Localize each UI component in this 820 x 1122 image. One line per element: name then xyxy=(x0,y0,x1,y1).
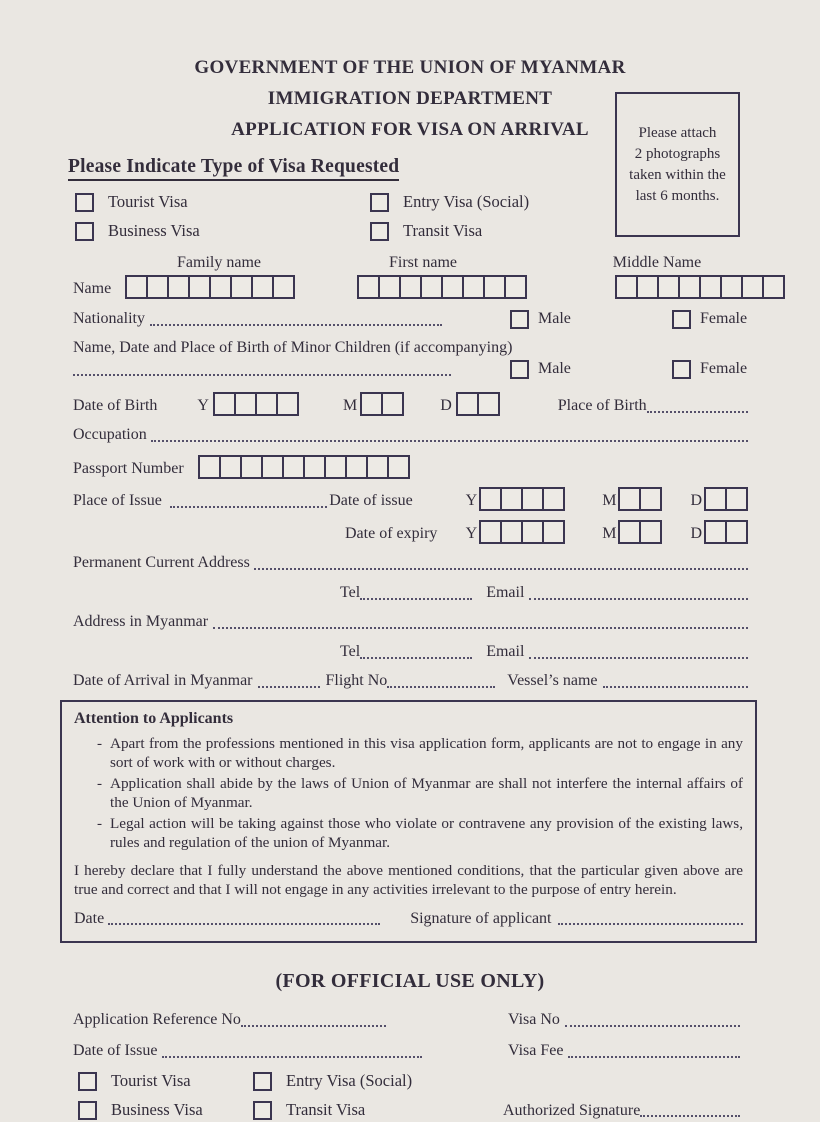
date-of-expiry-label: Date of expiry xyxy=(345,525,438,542)
comb-cell xyxy=(240,455,263,479)
dob-day-label: D xyxy=(440,397,452,414)
email-label: Email xyxy=(486,643,525,660)
official-business-option xyxy=(78,1100,253,1120)
comb-cell xyxy=(276,392,299,416)
nationality-female-checkbox[interactable] xyxy=(672,310,691,329)
declaration-text: I hereby declare that I fully understand the above mentioned conditions, that the particular given above are true and correct and that I will not engage in any activities irrelevant to the purpose of entry herein. xyxy=(74,862,743,898)
comb-cell xyxy=(345,455,368,479)
comb-cell xyxy=(678,275,701,299)
expiry-year-label: Y xyxy=(465,525,478,542)
comb-cell xyxy=(378,275,401,299)
flight-no-label: Flight No xyxy=(325,672,388,689)
visa-no-label: Visa No xyxy=(508,1011,560,1028)
flight-no-fill-line[interactable] xyxy=(387,686,495,688)
comb-cell xyxy=(272,275,295,299)
comb-cell xyxy=(462,275,485,299)
date-of-expiry-row xyxy=(0,520,820,544)
expiry-year-comb[interactable] xyxy=(479,520,565,544)
email-label: Email xyxy=(486,584,525,601)
dob-day-comb[interactable] xyxy=(456,392,500,416)
comb-cell xyxy=(479,520,502,544)
visa-no-group xyxy=(508,1010,740,1030)
permanent-address-row xyxy=(0,553,820,573)
nationality-row xyxy=(0,309,820,329)
issue-month-label: M xyxy=(602,492,617,509)
dob-month-label: M xyxy=(342,397,358,414)
name-column-headers xyxy=(0,254,820,273)
comb-cell xyxy=(251,275,274,299)
comb-cell xyxy=(441,275,464,299)
comb-cell xyxy=(521,520,544,544)
official-date-of-issue-fill-line[interactable] xyxy=(162,1056,422,1058)
comb-cell xyxy=(483,275,506,299)
comb-cell xyxy=(704,487,727,511)
applicant-signature-label: Signature of applicant xyxy=(410,910,552,927)
official-options-row-1 xyxy=(78,1071,503,1091)
comb-cell xyxy=(146,275,169,299)
comb-cell xyxy=(542,487,565,511)
comb-cell xyxy=(741,275,764,299)
declaration-date-fill-line[interactable] xyxy=(108,923,380,925)
nationality-female-option xyxy=(672,309,747,329)
occupation-label: Occupation xyxy=(73,426,147,443)
comb-cell xyxy=(360,392,383,416)
comb-cell xyxy=(387,455,410,479)
minor-children-label: Name, Date and Place of Birth of Minor Children (if accompanying) xyxy=(73,339,513,356)
comb-cell xyxy=(699,275,722,299)
visa-type-option-tourist xyxy=(75,192,370,212)
comb-cell xyxy=(636,275,659,299)
official-business-visa-label: Business Visa xyxy=(111,1100,203,1119)
form-title-department: IMMIGRATION DEPARTMENT xyxy=(267,88,553,109)
permanent-email-fill-line[interactable] xyxy=(529,598,748,600)
attention-bullet-1-text: Apart from the professions mentioned in this visa application form, applicants are not to engage in any sort of work with or without charges. xyxy=(110,735,743,771)
photo-box-text-line: 2 photographs xyxy=(634,146,721,162)
minor-female-option xyxy=(672,359,747,379)
bullet-dash: - xyxy=(97,815,103,832)
nationality-female-label: Female xyxy=(700,310,748,327)
issue-day-comb[interactable] xyxy=(704,487,748,511)
transit-visa-checkbox[interactable] xyxy=(370,222,389,241)
official-date-of-issue-group xyxy=(73,1041,508,1061)
comb-cell xyxy=(381,392,404,416)
dob-month-comb[interactable] xyxy=(360,392,404,416)
visa-type-option-business xyxy=(75,221,370,241)
name-label: Name xyxy=(73,280,112,297)
form-title-government: GOVERNMENT OF THE UNION OF MYANMAR xyxy=(194,57,626,78)
comb-cell xyxy=(618,520,641,544)
attention-bullet-3 xyxy=(74,814,743,852)
family-name-comb[interactable] xyxy=(125,275,295,299)
comb-cell xyxy=(399,275,422,299)
expiry-month-comb[interactable] xyxy=(618,520,662,544)
comb-cell xyxy=(762,275,785,299)
issue-year-label: Y xyxy=(465,492,478,509)
attention-bullet-3-text: Legal action will be taking against those who violate or contravene any provision of the existing laws, rules and regulation of the union of Myanmar. xyxy=(110,815,743,851)
middle-name-header: Middle Name xyxy=(612,254,702,271)
place-of-issue-fill-line[interactable] xyxy=(170,506,327,508)
attention-box xyxy=(60,700,757,943)
official-row-1 xyxy=(0,1010,820,1030)
bullet-dash: - xyxy=(97,775,103,792)
comb-cell xyxy=(521,487,544,511)
comb-cell xyxy=(456,392,479,416)
minor-female-checkbox[interactable] xyxy=(672,360,691,379)
declaration-date-label: Date xyxy=(74,910,105,927)
place-of-issue-label: Place of Issue xyxy=(73,492,162,509)
issue-day-label: D xyxy=(690,492,702,509)
minor-children-row xyxy=(0,338,820,358)
official-visa-type-row-2 xyxy=(0,1100,820,1120)
arrival-date-label: Date of Arrival in Myanmar xyxy=(73,672,253,689)
minor-children-fill-row xyxy=(0,360,820,379)
photo-box-text-line: taken within the xyxy=(629,167,726,183)
comb-cell xyxy=(366,455,389,479)
application-reference-fill-line[interactable] xyxy=(241,1025,386,1027)
visa-fee-group xyxy=(508,1041,740,1061)
arrival-date-fill-line[interactable] xyxy=(258,686,320,688)
comb-cell xyxy=(255,392,278,416)
minor-children-fill-line[interactable] xyxy=(73,374,451,376)
official-use-heading: (FOR OFFICIAL USE ONLY) xyxy=(275,970,545,992)
family-name-header: Family name xyxy=(177,254,261,271)
place-of-birth-label: Place of Birth xyxy=(557,397,647,414)
official-options-row-2 xyxy=(78,1100,503,1120)
comb-cell xyxy=(209,275,232,299)
comb-cell xyxy=(357,275,380,299)
application-reference-group xyxy=(73,1010,508,1030)
entry-visa-label: Entry Visa (Social) xyxy=(403,192,530,211)
comb-cell xyxy=(615,275,638,299)
attention-bullet-2-text: Application shall abide by the laws of Union of Myanmar are shall not interfere the internal affairs of the Union of Myanmar. xyxy=(110,775,743,811)
official-row-2 xyxy=(0,1041,820,1061)
comb-cell xyxy=(234,392,257,416)
comb-cell xyxy=(618,487,641,511)
declaration-date-signature-row xyxy=(74,909,743,928)
comb-cell xyxy=(198,455,221,479)
comb-cell xyxy=(542,520,565,544)
vessel-name-fill-line[interactable] xyxy=(603,686,749,688)
dob-label: Date of Birth xyxy=(73,397,158,414)
authorized-signature-group xyxy=(503,1102,740,1120)
dob-year-label: Y xyxy=(197,397,209,414)
myanmar-address-row xyxy=(0,612,820,632)
comb-cell xyxy=(213,392,236,416)
occupation-row xyxy=(0,425,820,445)
entry-visa-checkbox[interactable] xyxy=(370,193,389,212)
official-entry-visa-checkbox[interactable] xyxy=(253,1072,272,1091)
official-entry-option xyxy=(253,1071,412,1091)
photo-box-text-line: last 6 months. xyxy=(635,188,720,204)
minor-female-label: Female xyxy=(700,360,748,377)
comb-cell xyxy=(261,455,284,479)
myanmar-address-label: Address in Myanmar xyxy=(73,613,209,630)
official-tourist-visa-label: Tourist Visa xyxy=(111,1071,191,1090)
nationality-male-label: Male xyxy=(538,310,571,327)
minor-male-label: Male xyxy=(538,360,571,377)
nationality-male-checkbox[interactable] xyxy=(510,310,529,329)
first-name-header: First name xyxy=(389,254,457,271)
myanmar-tel-fill-line[interactable] xyxy=(360,657,472,659)
business-visa-checkbox[interactable] xyxy=(75,222,94,241)
first-name-comb[interactable] xyxy=(357,275,527,299)
visa-type-heading: Please Indicate Type of Visa Requested xyxy=(68,156,399,181)
transit-visa-label: Transit Visa xyxy=(403,221,483,240)
comb-cell xyxy=(477,392,500,416)
comb-cell xyxy=(188,275,211,299)
name-row xyxy=(0,275,820,299)
official-visa-type-row-1 xyxy=(0,1071,820,1091)
permanent-tel-email-row xyxy=(0,583,820,603)
comb-cell xyxy=(479,487,502,511)
comb-cell xyxy=(639,487,662,511)
comb-cell xyxy=(704,520,727,544)
comb-cell xyxy=(725,487,748,511)
authorized-signature-fill-line[interactable] xyxy=(640,1115,740,1117)
dob-year-comb[interactable] xyxy=(213,392,299,416)
attention-heading: Attention to Applicants xyxy=(74,710,234,727)
comb-cell xyxy=(657,275,680,299)
minor-male-option xyxy=(510,359,571,379)
minor-male-checkbox[interactable] xyxy=(510,360,529,379)
expiry-day-comb[interactable] xyxy=(704,520,748,544)
passport-label: Passport Number xyxy=(73,460,184,477)
permanent-address-fill-line[interactable] xyxy=(254,568,748,570)
attention-bullet-1 xyxy=(74,734,743,772)
myanmar-tel-email-row xyxy=(0,642,820,662)
bullet-dash: - xyxy=(97,735,103,752)
comb-cell xyxy=(282,455,305,479)
official-tourist-visa-checkbox[interactable] xyxy=(78,1072,97,1091)
tel-label: Tel xyxy=(340,643,361,660)
comb-cell xyxy=(420,275,443,299)
photo-attachment-box xyxy=(615,92,740,237)
date-of-issue-label: Date of issue xyxy=(329,492,413,509)
authorized-signature-label: Authorized Signature xyxy=(503,1102,641,1119)
expiry-day-label: D xyxy=(690,525,702,542)
myanmar-address-fill-line[interactable] xyxy=(213,627,748,629)
official-tourist-option xyxy=(78,1071,253,1091)
comb-cell xyxy=(500,487,523,511)
comb-cell xyxy=(303,455,326,479)
occupation-fill-line[interactable] xyxy=(151,440,748,442)
middle-name-comb[interactable] xyxy=(615,275,785,299)
permanent-tel-fill-line[interactable] xyxy=(360,598,472,600)
visa-no-fill-line[interactable] xyxy=(565,1025,740,1027)
photo-box-text-line: Please attach xyxy=(638,125,717,141)
comb-cell xyxy=(725,520,748,544)
expiry-month-label: M xyxy=(602,525,617,542)
official-transit-option xyxy=(253,1100,365,1120)
comb-cell xyxy=(504,275,527,299)
official-business-visa-checkbox[interactable] xyxy=(78,1101,97,1120)
place-of-issue-row xyxy=(0,487,820,511)
issue-month-comb[interactable] xyxy=(618,487,662,511)
passport-number-comb[interactable] xyxy=(198,455,410,479)
comb-cell xyxy=(125,275,148,299)
passport-row xyxy=(0,455,820,479)
tel-label: Tel xyxy=(340,584,361,601)
date-of-birth-row xyxy=(0,392,820,416)
arrival-row xyxy=(0,671,820,691)
permanent-address-label: Permanent Current Address xyxy=(73,554,250,571)
nationality-male-option xyxy=(510,309,571,329)
place-of-birth-fill-line[interactable] xyxy=(647,411,748,413)
applicant-signature-fill-line[interactable] xyxy=(558,923,744,925)
form-title-application: APPLICATION FOR VISA ON ARRIVAL xyxy=(231,119,589,140)
tourist-visa-checkbox[interactable] xyxy=(75,193,94,212)
nationality-label: Nationality xyxy=(73,310,145,327)
official-transit-visa-label: Transit Visa xyxy=(286,1100,366,1119)
business-visa-label: Business Visa xyxy=(108,221,200,240)
comb-cell xyxy=(219,455,242,479)
official-entry-visa-label: Entry Visa (Social) xyxy=(286,1071,413,1090)
comb-cell xyxy=(230,275,253,299)
comb-cell xyxy=(324,455,347,479)
attention-bullet-2 xyxy=(74,774,743,812)
vessel-name-label: Vessel’s name xyxy=(507,672,598,689)
issue-year-comb[interactable] xyxy=(479,487,565,511)
tourist-visa-label: Tourist Visa xyxy=(108,192,188,211)
nationality-fill-line[interactable] xyxy=(150,324,442,326)
application-reference-label: Application Reference No xyxy=(73,1011,241,1028)
myanmar-email-fill-line[interactable] xyxy=(529,657,748,659)
comb-cell xyxy=(639,520,662,544)
official-date-of-issue-label: Date of Issue xyxy=(73,1042,158,1059)
visa-fee-fill-line[interactable] xyxy=(568,1056,740,1058)
comb-cell xyxy=(167,275,190,299)
comb-cell xyxy=(720,275,743,299)
comb-cell xyxy=(500,520,523,544)
visa-fee-label: Visa Fee xyxy=(508,1042,564,1059)
official-transit-visa-checkbox[interactable] xyxy=(253,1101,272,1120)
